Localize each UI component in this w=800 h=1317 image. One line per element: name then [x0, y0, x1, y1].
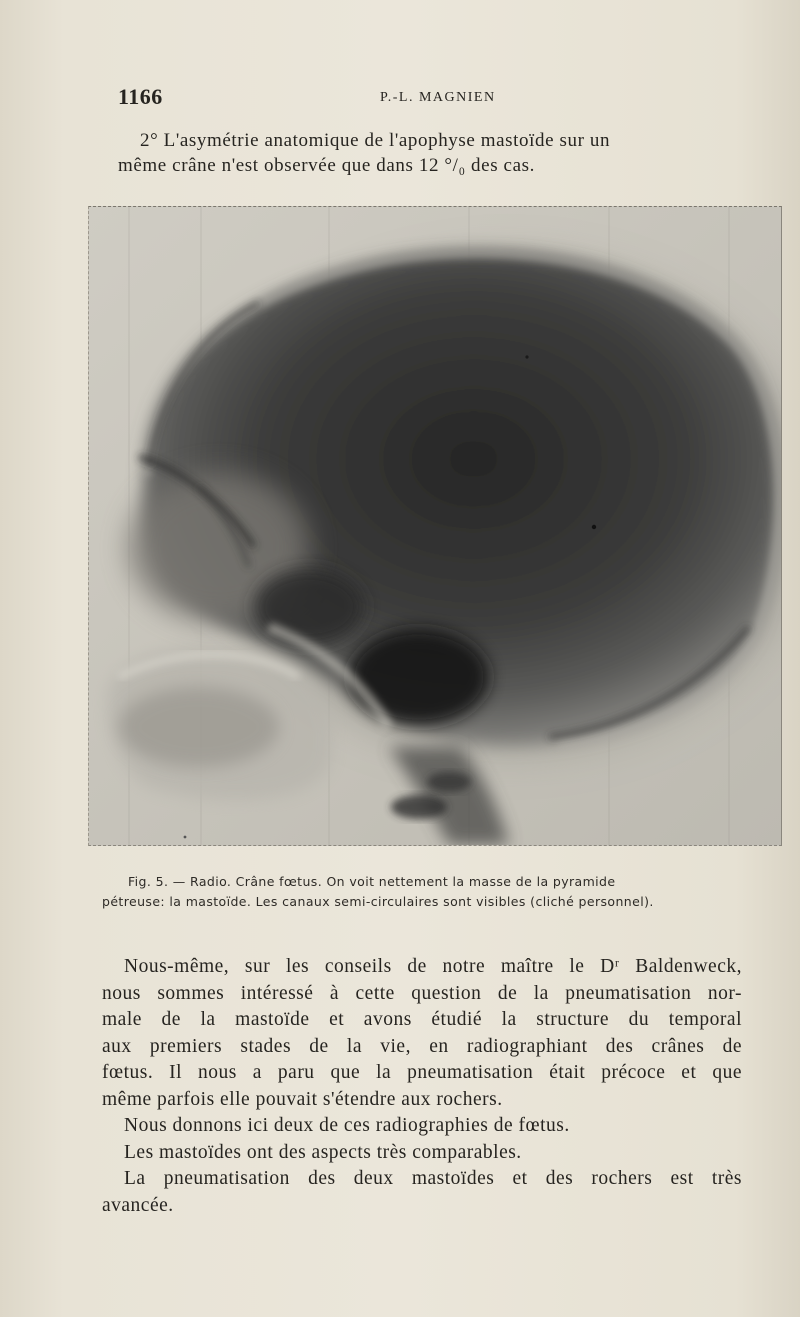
paragraph-line: fœtus. Il nous a paru que la pneumatisation était précoce et que [102, 1062, 742, 1083]
intro-line: 2° L'asymétrie anatomique de l'apophyse mastoïde sur un [140, 130, 611, 151]
caption-line: Fig. 5. — Radio. Crâne fœtus. On voit nettement la masse de la pyramide [128, 874, 616, 889]
paragraph-line: nous sommes intéressé à cette question de la pneumatisation nor- [102, 982, 742, 1004]
paragraph: Les mastoïdes ont des aspects très comparables. [124, 1141, 522, 1163]
running-head: P.-L. MAGNIEN [380, 90, 496, 105]
body-text [102, 954, 742, 1219]
paragraph-line: La pneumatisation des deux mastoïdes et des rochers est très [124, 1168, 742, 1189]
caption-line: pétreuse: la mastoïde. Les canaux semi-circulaires sont visibles (cliché personnel). [102, 894, 654, 909]
page-header [118, 84, 718, 114]
paragraph-line: male de la mastoïde et avons étudié la structure du temporal [102, 1009, 742, 1030]
paragraph-line: Nous-même, sur les conseils de notre maître le Dʳ Baldenweck, [124, 956, 742, 977]
paragraph-line: aux premiers stades de la vie, en radiographiant des crânes de [102, 1035, 742, 1057]
paragraph: Nous donnons ici deux de ces radiographies de fœtus. [124, 1115, 570, 1136]
paragraph-line: même parfois elle pouvait s'étendre aux rochers. [102, 1088, 503, 1110]
intro-paragraph [118, 128, 758, 178]
figure-caption [102, 872, 762, 912]
intro-line: même crâne n'est observée que dans 12 °/₀ des cas. [118, 155, 535, 176]
figure-xray [88, 206, 782, 846]
page-number: 1166 [118, 84, 163, 109]
xray-skull-image [89, 207, 781, 845]
paragraph-line: avancée. [102, 1194, 174, 1216]
